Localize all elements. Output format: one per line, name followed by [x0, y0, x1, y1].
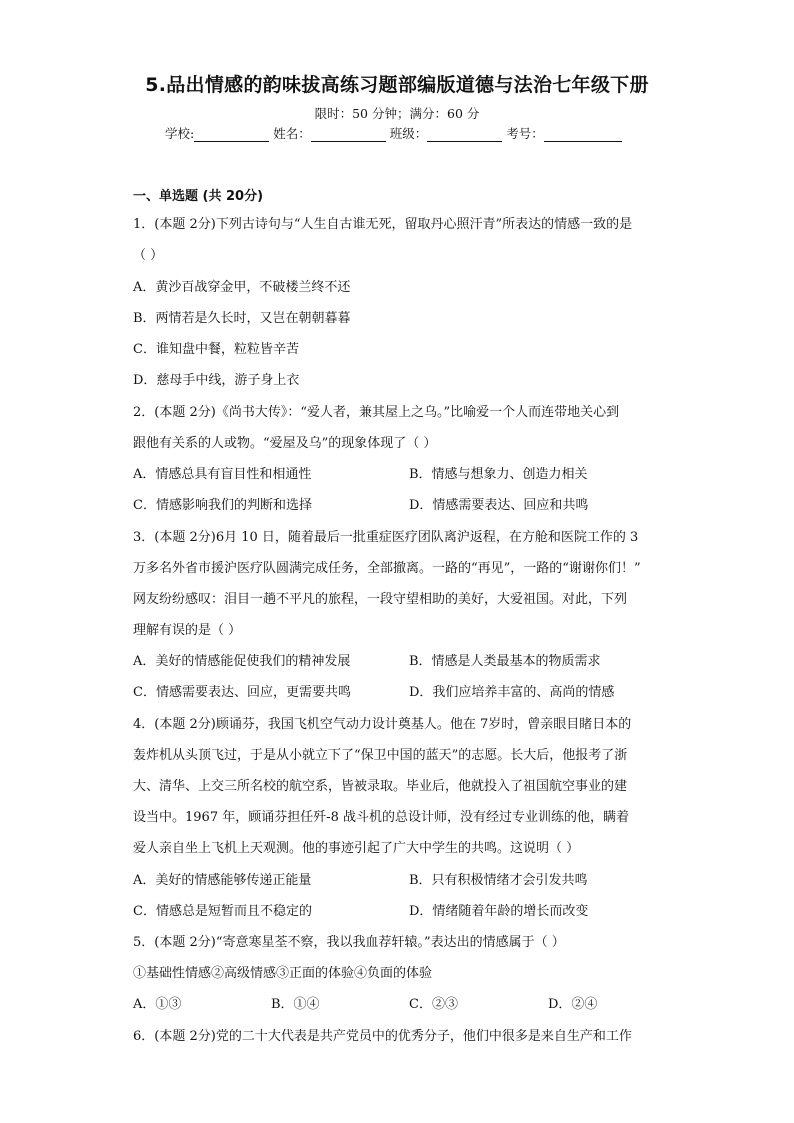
exam-no-label: 考号：	[506, 126, 544, 141]
student-info-row	[165, 124, 622, 142]
q1-option-b[interactable]: B．两情若是久长时，又岂在朝朝暮暮	[133, 311, 351, 326]
question-6-line: 6．(本题 2分)党的二十大代表是共产党员中的优秀分子，他们中很多是来自生产和工作	[133, 1029, 632, 1044]
question-5-line: 5．(本题 2分)“寄意寒星荃不察，我以我血荐轩辕。”表达出的情感属于（ ）	[133, 935, 565, 950]
exam-no-field[interactable]	[544, 127, 622, 142]
q4-option-b[interactable]: B．只有积极情绪才会引发共鸣	[409, 873, 588, 888]
question-3-line: 3．(本题 2分)6月 10 日，随着最后一批重症医疗团队离沪返程，在方舱和医院工作的 3	[133, 530, 639, 545]
q1-option-a[interactable]: A．黄沙百战穿金甲，不破楼兰终不还	[133, 280, 351, 295]
q3-option-a[interactable]: A．美好的情感能促使我们的精神发展	[133, 654, 351, 669]
class-label: 班级：	[389, 126, 428, 141]
class-field[interactable]	[427, 127, 502, 142]
q3-option-b[interactable]: B．情感是人类最基本的物质需求	[409, 654, 601, 669]
name-field[interactable]	[311, 127, 386, 142]
question-4-line: 轰炸机从头顶飞过，于是从小就立下了“保卫中国的蓝天”的志愿。长大后，他报考了浙	[133, 748, 628, 763]
question-3-line: 万多名外省市援沪医疗队圆满完成任务，全部撤离。一路的“再见”，一路的“谢谢你们！”	[133, 561, 641, 576]
question-1-line: 1．(本题 2分)下列古诗句与“人生自古谁无死，留取丹心照汗青”所表达的情感一致的是	[133, 217, 633, 232]
question-3-line: 理解有误的是（ ）	[133, 623, 242, 638]
page-title: 5.品出情感的韵味拔高练习题部编版道德与法治七年级下册	[145, 74, 649, 96]
question-2-line: 2．(本题 2分)《尚书大传》：“爱人者，兼其屋上之乌。”比喻爱一个人而连带地关心到	[133, 405, 620, 420]
q5-option-b[interactable]: B．①④	[271, 997, 320, 1012]
q4-option-c[interactable]: C．情感总是短暂而且不稳定的	[133, 904, 312, 919]
section-title: 一、单选题 (共 20分)	[133, 189, 264, 204]
q1-option-c[interactable]: C．谁知盘中餐，粒粒皆辛苦	[133, 342, 299, 357]
q3-option-d[interactable]: D．我们应培养丰富的、高尚的情感	[409, 685, 615, 700]
q3-option-c[interactable]: C．情感需要表达、回应，更需要共鸣	[133, 685, 351, 700]
q2-option-c[interactable]: C．情感影响我们的判断和选择	[133, 498, 312, 513]
q1-option-d[interactable]: D．慈母手中线，游子身上衣	[133, 373, 300, 388]
question-4-line: 设当中。1967 年，顾诵芬担任歼-8 战斗机的总设计师，没有经过专业训练的他，瞒着	[133, 810, 630, 825]
school-label: 学校:	[165, 126, 195, 141]
q4-option-d[interactable]: D．情绪随着年龄的增长而改变	[409, 904, 589, 919]
time-limit: 限时：50 分钟；满分：60 分	[314, 106, 480, 121]
q2-option-a[interactable]: A．情感总具有盲目性和相通性	[133, 467, 312, 482]
q2-option-b[interactable]: B．情感与想象力、创造力相关	[409, 467, 588, 482]
question-1-line: （ ）	[133, 248, 164, 263]
q5-option-d[interactable]: D．②④	[548, 997, 598, 1012]
question-4-line: 大、清华、上交三所名校的航空系，皆被录取。毕业后，他就投入了祖国航空事业的建	[133, 779, 628, 794]
question-3-line: 网友纷纷感叹：泪目一趟不平凡的旅程，一段守望相助的美好，大爱祖国。对此，下列	[133, 592, 628, 607]
q5-option-a[interactable]: A．①③	[133, 997, 182, 1012]
name-label: 姓名：	[273, 126, 311, 141]
question-4-line: 4．(本题 2分)顾诵芬，我国飞机空气动力设计奠基人。他在 7岁时，曾亲眼目睹日本的	[133, 717, 632, 732]
school-field[interactable]	[194, 127, 269, 142]
question-5-line: ①基础性情感②高级情感③正面的体验④负面的体验	[133, 966, 433, 981]
question-4-line: 爱人亲自坐上飞机上天观测。他的事迹引起了广大中学生的共鸣。这说明（ ）	[133, 841, 580, 856]
q4-option-a[interactable]: A．美好的情感能够传递正能量	[133, 873, 312, 888]
question-2-line: 跟他有关系的人或物。“爱屋及乌”的现象体现了（ ）	[133, 436, 437, 451]
q2-option-d[interactable]: D．情感需要表达、回应和共鸣	[409, 498, 589, 513]
q5-option-c[interactable]: C．②③	[409, 997, 458, 1012]
